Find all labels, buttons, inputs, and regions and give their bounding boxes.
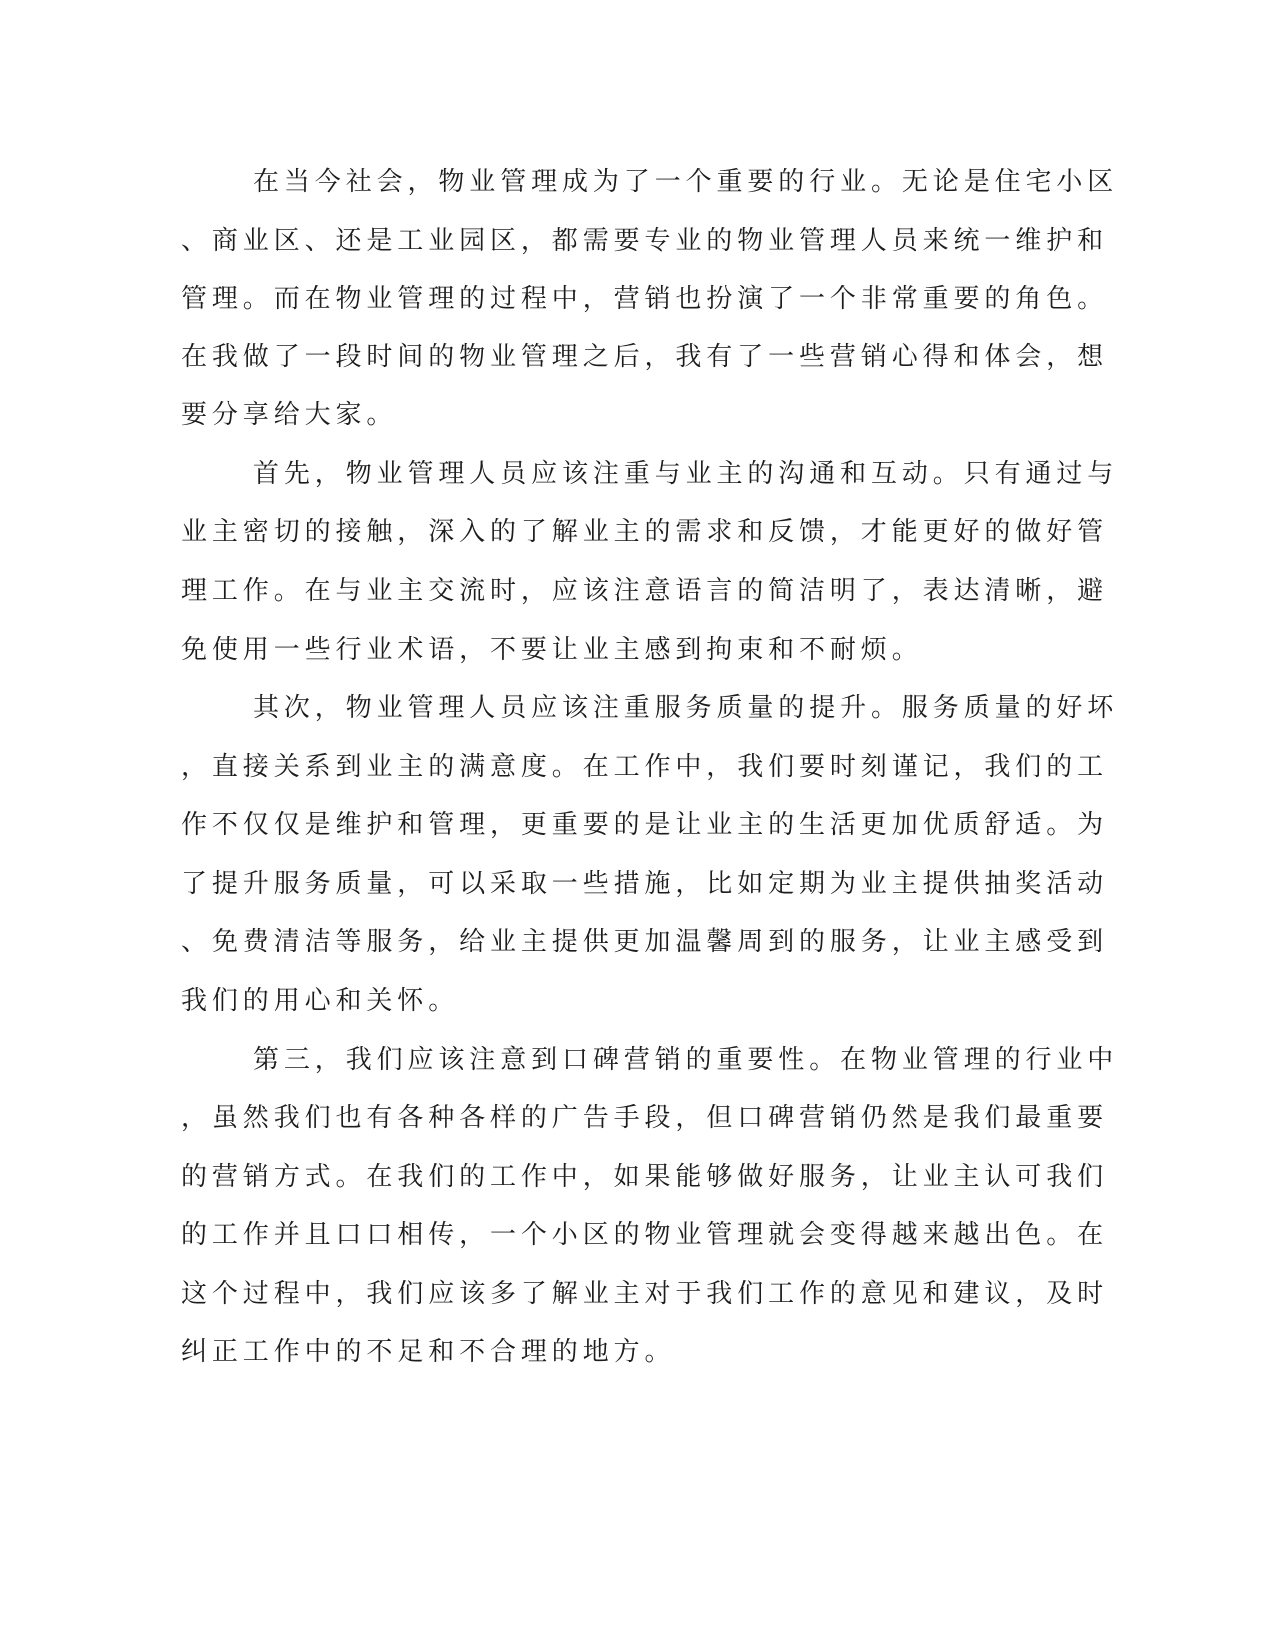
paragraph-3-line-1: 其次，物业管理人员应该注重服务质量的提升。服务质量的好坏 bbox=[253, 693, 1119, 723]
paragraph-4-line-3: 的营销方式。在我们的工作中，如果能够做好服务，让业主认可我们 bbox=[181, 1162, 1109, 1192]
paragraph-1-line-1: 在当今社会，物业管理成为了一个重要的行业。无论是住宅小区 bbox=[253, 167, 1119, 197]
paragraph-4-line-1: 第三，我们应该注意到口碑营销的重要性。在物业管理的行业中 bbox=[253, 1045, 1119, 1075]
paragraph-1-line-5: 要分享给大家。 bbox=[181, 400, 398, 430]
paragraph-4-line-6: 纠正工作中的不足和不合理的地方。 bbox=[181, 1337, 676, 1367]
paragraph-2-line-1: 首先，物业管理人员应该注重与业主的沟通和互动。只有通过与 bbox=[253, 459, 1119, 489]
paragraph-3-line-4: 了提升服务质量，可以采取一些措施，比如定期为业主提供抽奖活动 bbox=[181, 869, 1109, 899]
paragraph-3-line-6: 我们的用心和关怀。 bbox=[181, 986, 460, 1016]
paragraph-2-line-4: 免使用一些行业术语，不要让业主感到拘束和不耐烦。 bbox=[181, 635, 923, 665]
paragraph-3-line-3: 作不仅仅是维护和管理，更重要的是让业主的生活更加优质舒适。为 bbox=[181, 810, 1109, 840]
paragraph-1-line-3: 管理。而在物业管理的过程中，营销也扮演了一个非常重要的角色。 bbox=[181, 284, 1109, 314]
paragraph-4-line-4: 的工作并且口口相传，一个小区的物业管理就会变得越来越出色。在 bbox=[181, 1220, 1109, 1250]
paragraph-3-line-2: ，直接关系到业主的满意度。在工作中，我们要时刻谨记，我们的工 bbox=[181, 752, 1109, 782]
paragraph-2-line-3: 理工作。在与业主交流时，应该注意语言的简洁明了，表达清晰，避 bbox=[181, 576, 1109, 606]
paragraph-4-line-2: ，虽然我们也有各种各样的广告手段，但口碑营销仍然是我们最重要 bbox=[181, 1103, 1109, 1133]
paragraph-1-line-2: 、商业区、还是工业园区，都需要专业的物业管理人员来统一维护和 bbox=[181, 226, 1109, 256]
paragraph-3-line-5: 、免费清洁等服务，给业主提供更加温馨周到的服务，让业主感受到 bbox=[181, 927, 1109, 957]
paragraph-4-line-5: 这个过程中，我们应该多了解业主对于我们工作的意见和建议，及时 bbox=[181, 1279, 1109, 1309]
paragraph-2-line-2: 业主密切的接触，深入的了解业主的需求和反馈，才能更好的做好管 bbox=[181, 517, 1109, 547]
paragraph-1-line-4: 在我做了一段时间的物业管理之后，我有了一些营销心得和体会，想 bbox=[181, 342, 1109, 372]
